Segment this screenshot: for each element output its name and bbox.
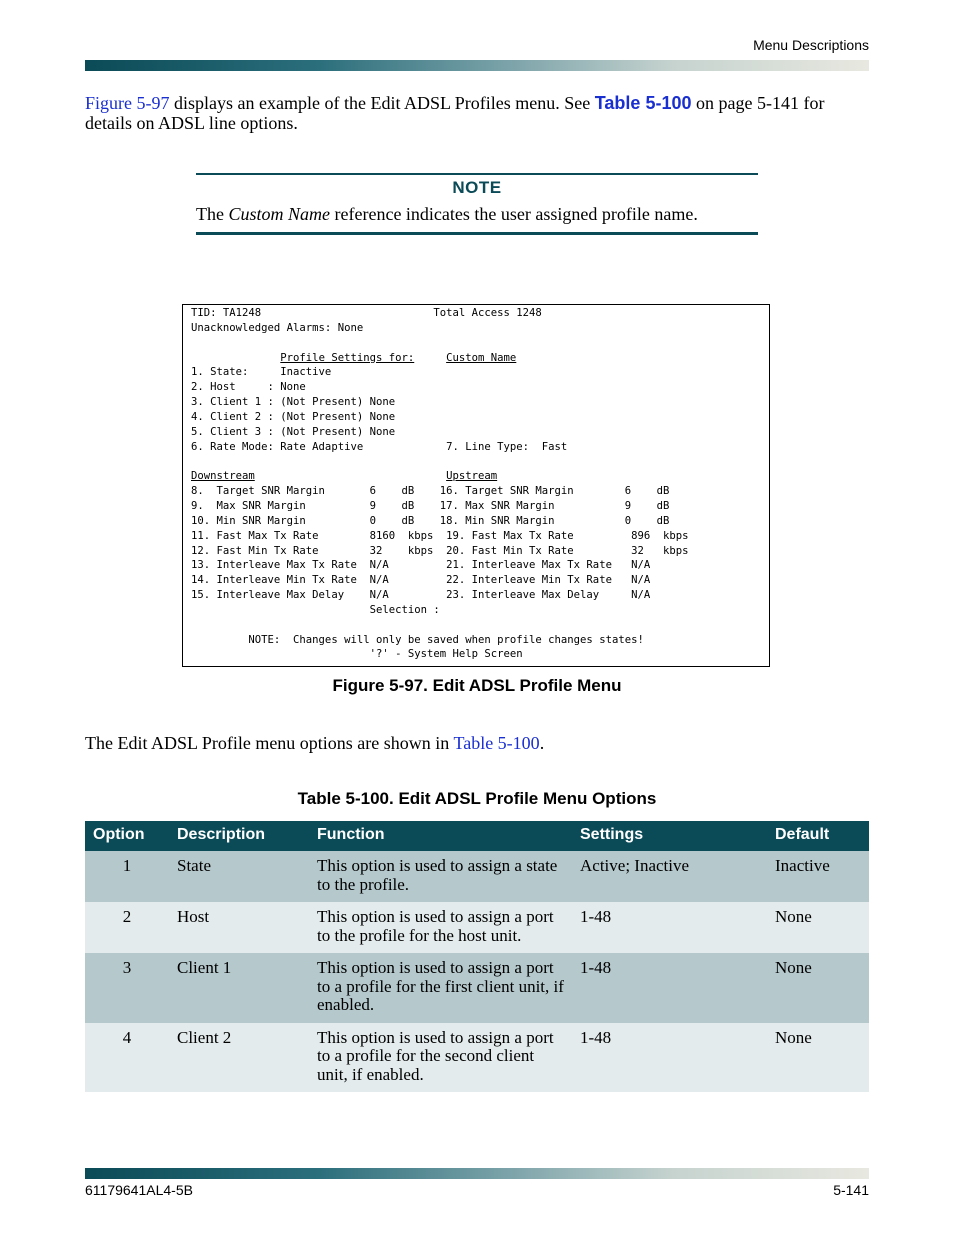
description-cell: Client 1 <box>169 953 309 1023</box>
footer-rule <box>85 1168 869 1179</box>
body-text-end: . <box>539 733 545 753</box>
terminal-line: 6. Rate Mode: Rate Adaptive 7. Line Type: Fast <box>191 440 568 453</box>
figure-caption: Figure 5-97. Edit ADSL Profile Menu <box>332 676 622 695</box>
terminal-spacing <box>191 352 280 364</box>
default-cell: None <box>767 1023 869 1093</box>
custom-name-heading: Custom Name <box>446 351 517 364</box>
column-header-default: Default <box>767 821 869 851</box>
note-text-post: reference indicates the user assigned profile name. <box>330 204 698 224</box>
terminal-line: 9. Max SNR Margin 9 dB 17. Max SNR Margin 9 dB <box>191 499 670 512</box>
body-paragraph <box>85 733 868 753</box>
figure-link[interactable]: Figure 5-97 <box>85 93 170 113</box>
terminal-line: 12. Fast Min Tx Rate 32 kbps 20. Fast Min Tx Rate 32 kbps <box>191 544 689 557</box>
column-header-description: Description <box>169 821 309 851</box>
upstream-heading: Upstream <box>446 470 498 483</box>
table-link[interactable]: Table 5-100 <box>453 733 540 753</box>
terminal-line: 13. Interleave Max Tx Rate N/A 21. Interleave Max Tx Rate N/A <box>191 559 651 572</box>
table-row <box>85 902 869 953</box>
terminal-line: TID: TA1248 Total Access 1248 <box>191 307 542 319</box>
table-link[interactable]: Table 5-100 <box>594 93 692 113</box>
terminal-line: 2. Host : None <box>191 381 306 394</box>
note-body <box>196 204 758 224</box>
column-header-function: Function <box>309 821 572 851</box>
terminal-line: 15. Interleave Max Delay N/A 23. Interleave Max Delay N/A <box>191 589 651 602</box>
description-cell: Host <box>169 902 309 953</box>
table-row <box>85 1023 869 1093</box>
terminal-screen <box>182 304 770 667</box>
settings-cell: Active; Inactive <box>572 851 767 902</box>
table-header-row <box>85 821 869 851</box>
default-cell: None <box>767 953 869 1023</box>
terminal-spacing <box>255 470 446 482</box>
terminal-line: 4. Client 2 : (Not Present) None <box>191 410 396 423</box>
description-cell: Client 2 <box>169 1023 309 1093</box>
option-cell: 1 <box>85 851 169 902</box>
header-rule <box>85 60 869 71</box>
intro-text-1: displays an example of the Edit ADSL Profiles menu. See <box>169 93 595 113</box>
terminal-line: 14. Interleave Min Tx Rate N/A 22. Interleave Min Tx Rate N/A <box>191 574 651 587</box>
option-cell: 2 <box>85 902 169 953</box>
table-row <box>85 851 869 902</box>
note-italic-term: Custom Name <box>228 204 330 224</box>
table-caption: Table 5-100. Edit ADSL Profile Menu Options <box>297 789 657 808</box>
settings-cell: 1-48 <box>572 953 767 1023</box>
column-header-option: Option <box>85 821 169 851</box>
intro-paragraph <box>85 93 868 133</box>
terminal-line: 11. Fast Max Tx Rate 8160 kbps 19. Fast Max Tx Rate 896 kbps <box>191 529 689 542</box>
note-title: NOTE <box>452 178 502 197</box>
document-number: 61179641AL4-5B <box>85 1182 193 1198</box>
terminal-line: 3. Client 1 : (Not Present) None <box>191 396 396 409</box>
default-cell: Inactive <box>767 851 869 902</box>
terminal-line: Unacknowledged Alarms: None <box>191 321 364 334</box>
settings-cell: 1-48 <box>572 902 767 953</box>
description-cell: State <box>169 851 309 902</box>
options-table <box>85 821 869 1092</box>
option-cell: 4 <box>85 1023 169 1093</box>
settings-cell: 1-48 <box>572 1023 767 1093</box>
terminal-line: 1. State: Inactive <box>191 366 332 379</box>
terminal-text <box>191 306 688 662</box>
page-number: 5-141 <box>833 1182 869 1198</box>
profile-settings-heading: Profile Settings for: <box>280 351 415 364</box>
note-text-pre: The <box>196 204 229 224</box>
terminal-line: NOTE: Changes will only be saved when profile changes states! <box>191 633 644 646</box>
default-cell: None <box>767 902 869 953</box>
terminal-line: 10. Min SNR Margin 0 dB 18. Min SNR Margin 0 dB <box>191 514 670 527</box>
note-box <box>196 173 758 235</box>
downstream-heading: Downstream <box>191 470 255 483</box>
body-text: The Edit ADSL Profile menu options are shown in <box>85 733 454 753</box>
terminal-spacing <box>414 352 446 364</box>
option-cell: 3 <box>85 953 169 1023</box>
terminal-line: 5. Client 3 : (Not Present) None <box>191 425 396 438</box>
function-cell: This option is used to assign a state to the profile. <box>309 851 572 902</box>
function-cell: This option is used to assign a port to a profile for the second client unit, if enabled. <box>309 1023 572 1093</box>
function-cell: This option is used to assign a port to the profile for the host unit. <box>309 902 572 953</box>
terminal-line: Selection : <box>191 603 440 616</box>
intro-text-2: on page 5-141 for details on ADSL line options. <box>85 93 825 133</box>
column-header-settings: Settings <box>572 821 767 851</box>
function-cell: This option is used to assign a port to a profile for the first client unit, if enabled. <box>309 953 572 1023</box>
terminal-line: 8. Target SNR Margin 6 dB 16. Target SNR Margin 6 dB <box>191 485 670 498</box>
table-row <box>85 953 869 1023</box>
terminal-line: '?' - System Help Screen <box>191 648 523 661</box>
running-header: Menu Descriptions <box>753 37 869 53</box>
